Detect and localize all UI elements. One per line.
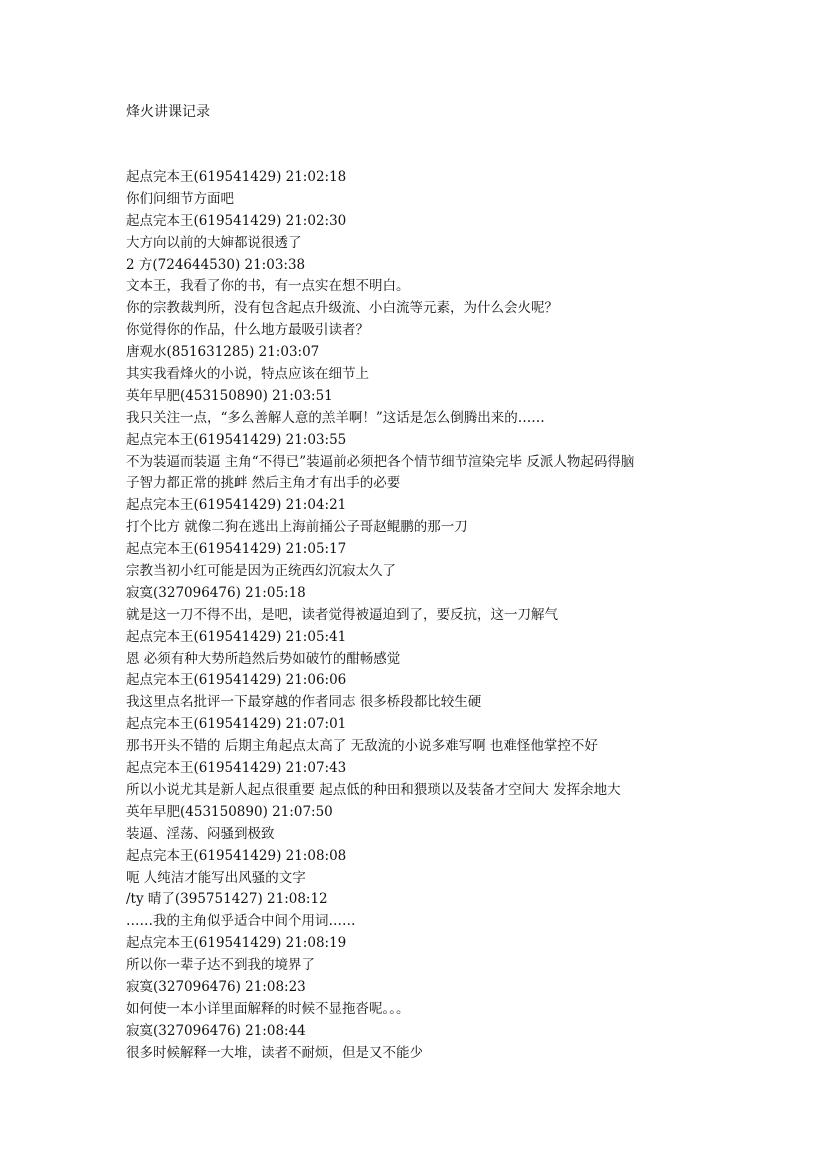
chat-line: 文本王，我看了你的书，有一点实在想不明白。 <box>126 278 410 295</box>
chat-line: 起点完本王(619541429) 21:06:06 <box>126 672 347 689</box>
chat-line: 其实我看烽火的小说，特点应该在细节上 <box>126 366 369 383</box>
chat-line: 就是这一刀不得不出，是吧，读者觉得被逼迫到了，要反抗，这一刀解气 <box>126 606 558 623</box>
chat-line: 装逼、淫荡、闷骚到极致 <box>126 825 275 842</box>
chat-line: 你们问细节方面吧 <box>126 190 234 207</box>
chat-line: 打个比方 就像二狗在逃出上海前捅公子哥赵鲲鹏的那一刀 <box>126 519 468 536</box>
chat-line: /ty 晴了(395751427) 21:08:12 <box>126 891 328 908</box>
chat-line: 起点完本王(619541429) 21:05:17 <box>126 541 347 558</box>
chat-line: ……我的主角似乎适合中间个用词…… <box>126 913 356 930</box>
chat-log <box>126 167 766 1065</box>
chat-line: 呃 人纯洁才能写出风骚的文字 <box>126 869 306 886</box>
chat-line: 所以你一辈子达不到我的境界了 <box>126 957 315 974</box>
chat-line: 寂寞(327096476) 21:08:23 <box>126 978 306 995</box>
chat-line: 唐观水(851631285) 21:03:07 <box>126 344 320 361</box>
chat-line: 不为装逼而装逼 主角“不得已”装逼前必须把各个情节细节渲染完毕 反派人物起码得脑 <box>126 453 635 470</box>
chat-line: 起点完本王(619541429) 21:08:08 <box>126 847 347 864</box>
chat-line: 很多时候解释一大堆，读者不耐烦，但是又不能少 <box>126 1044 423 1061</box>
chat-line: 大方向以前的大婶都说很透了 <box>126 234 302 251</box>
chat-line: 寂寞(327096476) 21:05:18 <box>126 584 306 601</box>
chat-line: 你觉得你的作品，什么地方最吸引读者？ <box>126 322 369 339</box>
chat-line: 起点完本王(619541429) 21:08:19 <box>126 935 347 952</box>
chat-line: 子智力都正常的挑衅 然后主角才有出手的必要 <box>126 475 401 492</box>
chat-line: 英年早肥(453150890) 21:03:51 <box>126 387 333 404</box>
document-title: 烽火讲课记录 <box>126 104 210 120</box>
chat-line: 我这里点名批评一下最穿越的作者同志 很多桥段都比较生硬 <box>126 694 482 711</box>
chat-line: 宗教当初小红可能是因为正统西幻沉寂太久了 <box>126 563 396 580</box>
chat-line: 你的宗教裁判所，没有包含起点升级流、小白流等元素，为什么会火呢？ <box>126 300 558 317</box>
chat-line: 我只关注一点，“多么善解人意的羔羊啊！”这话是怎么倒腾出来的…… <box>126 409 545 426</box>
chat-line: 起点完本王(619541429) 21:05:41 <box>126 628 347 645</box>
chat-line: 起点完本王(619541429) 21:03:55 <box>126 431 347 448</box>
chat-line: 寂寞(327096476) 21:08:44 <box>126 1022 306 1039</box>
chat-line: 起点完本王(619541429) 21:02:30 <box>126 212 347 229</box>
chat-line: 英年早肥(453150890) 21:07:50 <box>126 803 333 820</box>
chat-line: 起点完本王(619541429) 21:07:01 <box>126 716 347 733</box>
chat-line: 如何使一本小详里面解释的时候不显拖沓呢。。。 <box>126 1000 410 1017</box>
chat-line: 起点完本王(619541429) 21:07:43 <box>126 760 347 777</box>
chat-line: 2 方(724644530) 21:03:38 <box>126 256 306 273</box>
chat-line: 所以小说尤其是新人起点很重要 起点低的种田和猥琐以及装备才空间大 发挥余地大 <box>126 781 621 798</box>
chat-line: 起点完本王(619541429) 21:04:21 <box>126 497 347 514</box>
chat-line: 那书开头不错的 后期主角起点太高了 无敌流的小说多难写啊 也难怪他掌控不好 <box>126 738 598 755</box>
chat-line: 起点完本王(619541429) 21:02:18 <box>126 169 347 185</box>
chat-line: 恩 必须有种大势所趋然后势如破竹的酣畅感觉 <box>126 650 401 667</box>
